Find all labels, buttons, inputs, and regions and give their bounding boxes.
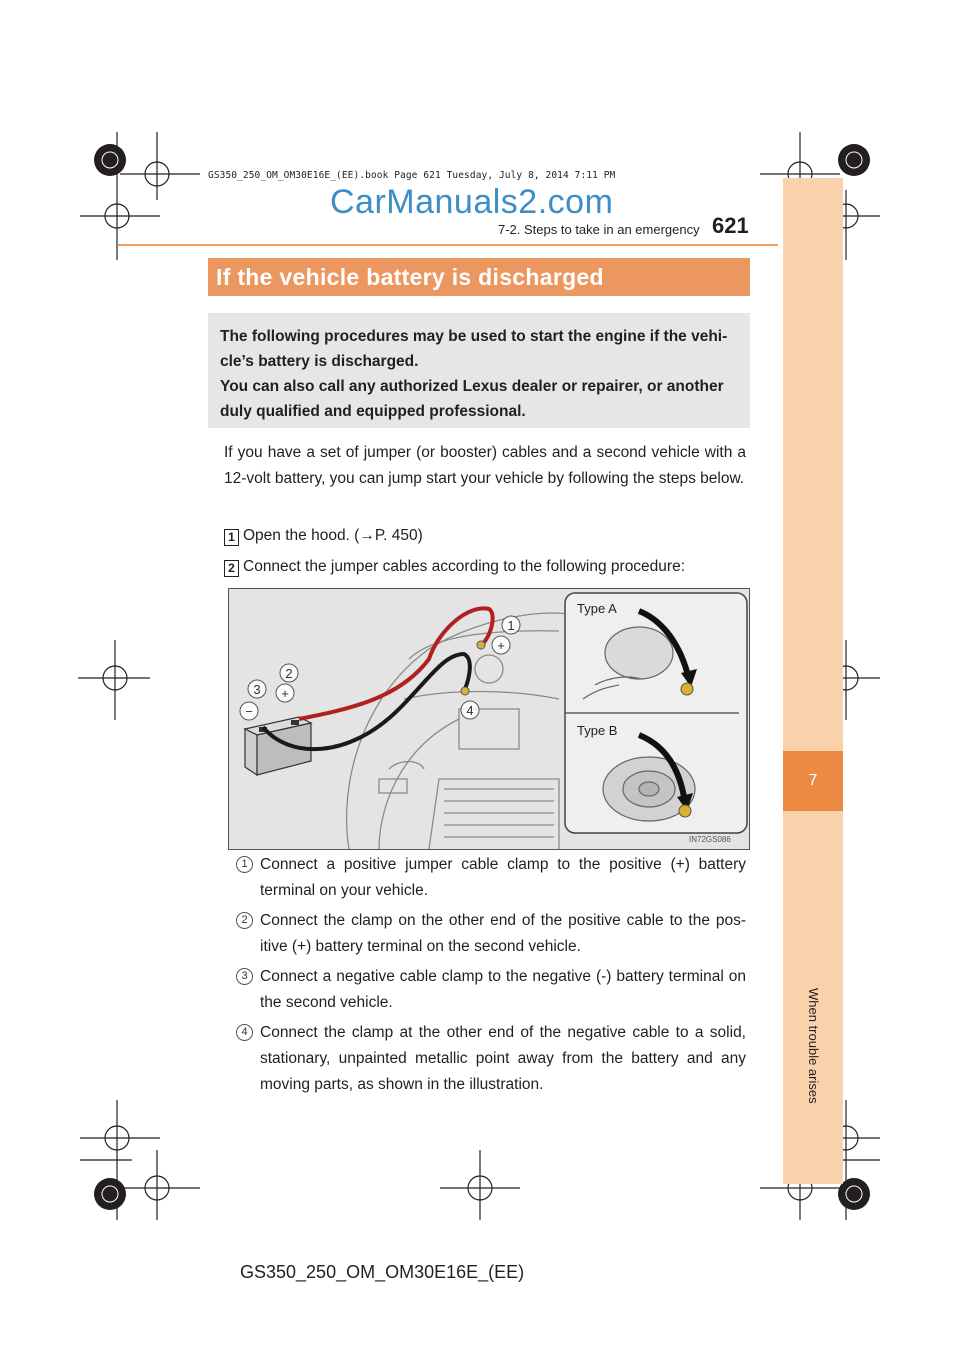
callout-1: 1	[507, 618, 515, 633]
jump-start-illustration	[228, 588, 750, 850]
chapter-number: 7	[783, 751, 843, 811]
type-b-label: Type B	[577, 723, 618, 738]
intro-line: You can also call any authorized Lexus dealer or repairer, or another	[220, 378, 724, 395]
procedure-item-1	[236, 852, 746, 904]
intro-line: duly qualified and equipped professional.	[220, 403, 526, 420]
intro-line: The following procedures may be used to start the engine if the vehi-	[220, 328, 728, 345]
plus-mark: +	[281, 686, 289, 701]
item-number: 4	[236, 1024, 253, 1041]
page-number: 621	[712, 213, 749, 238]
item-text: Connect the clamp at the other end of the negative cable to a solid, stationary, unpainted metallic point away from the battery and any moving parts, as shown in the illustration.	[260, 1024, 746, 1093]
item-number: 1	[236, 856, 253, 873]
procedure-item-3	[236, 964, 746, 1016]
intro-box	[208, 313, 750, 428]
book-file-stamp: GS350_250_OM_OM30E16E_(EE).book Page 621 Tuesday, July 8, 2014 7:11 PM	[208, 170, 616, 181]
section-title: If the vehicle battery is discharged	[208, 258, 750, 296]
step-text: Open the hood. (→P. 450)	[243, 527, 423, 544]
plus-mark: +	[497, 638, 505, 653]
item-number: 2	[236, 912, 253, 929]
type-a-label: Type A	[577, 601, 617, 616]
header-rule	[118, 244, 778, 246]
step-number: 1	[224, 529, 239, 546]
step-text: Connect the jumper cables according to the following procedure:	[243, 558, 686, 575]
callout-3: 3	[253, 682, 261, 697]
item-number: 3	[236, 968, 253, 985]
figure-code: IN72GS086	[689, 835, 731, 844]
item-text: Connect a positive jumper cable clamp to the positive (+) battery terminal on your vehicle.	[260, 856, 746, 899]
procedure-item-2	[236, 908, 746, 960]
engine-bay-drawing	[229, 589, 750, 850]
item-text: Connect the clamp on the other end of the positive cable to the pos-itive (+) battery terminal on the second vehicle.	[260, 912, 746, 955]
procedure-item-4	[236, 1020, 746, 1098]
site-watermark: CarManuals2.com	[330, 183, 614, 221]
document-code-footer: GS350_250_OM_OM30E16E_(EE)	[240, 1262, 525, 1282]
section-reference: 7-2. Steps to take in an emergency	[498, 222, 700, 237]
callout-4: 4	[466, 703, 474, 718]
body-paragraph: If you have a set of jumper (or booster) cables and a second vehicle with a 12-volt battery, you can jump start your vehicle by following the steps below.	[224, 444, 746, 487]
minus-mark: −	[245, 704, 253, 719]
chapter-side-tab	[783, 178, 843, 1184]
callout-2: 2	[285, 666, 293, 681]
item-text: Connect a negative cable clamp to the negative (-) battery terminal on the second vehicle.	[260, 968, 746, 1011]
step-number: 2	[224, 560, 239, 577]
chapter-label: When trouble arises	[806, 988, 821, 1104]
intro-line: cle’s battery is discharged.	[220, 353, 419, 370]
